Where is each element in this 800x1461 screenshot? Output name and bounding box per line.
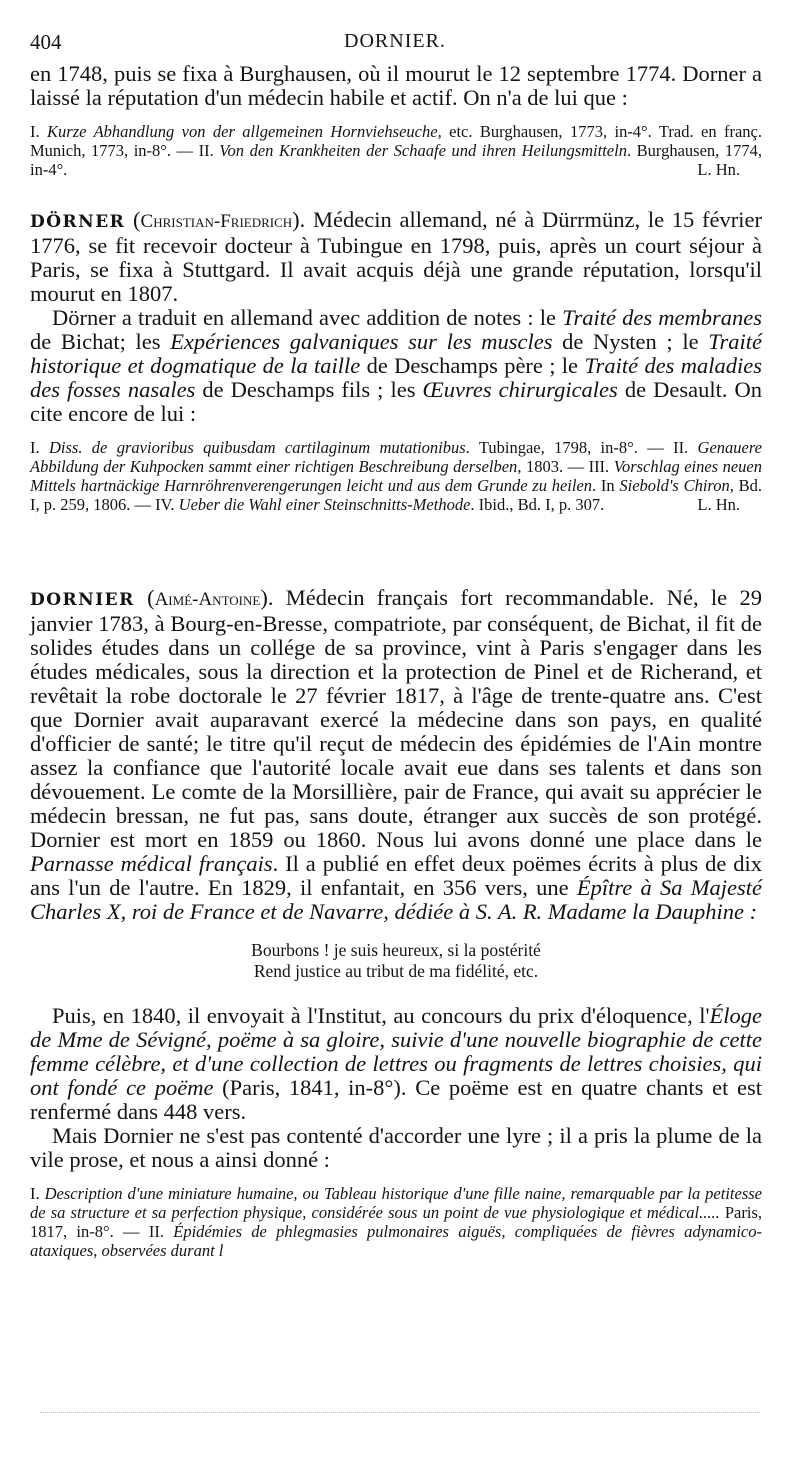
biblio-text: . Burghausen, 1774, in-4°. xyxy=(30,141,762,179)
entry-bio-text: Médecin français fort recommandable. Né, le 29 janvier 1783, à Bourg-en-Bresse, compatriote, par conséquent, de Bichat, il fit de solides études dans un collége de sa province, vint à Paris s'engager dans les études médicales, sous la direction et la protection de Pinel et de Richerand, et revêtait la robe doctorale le 27 février 1817, à l'âge de trente-quatre ans. C'est que Dornier avait auparavant exercé la médecine dans son pays, en qualité d'officier de santé; le titre qu'il reçut de médecin des épidémies de l'Ain montre assez la confiance que l'autorité locale avait eue dans ses talents et dans son dévouement. Le comte de la Morsillière, pair de France, qui avait su apprécier le médecin bressan, ne fut pas, sans doute, étranger aux succès de son protégé. Dornier est mort en 1859 ou 1860. Nous lui avons donné une place dans le xyxy=(30,585,762,852)
intro-bibliography xyxy=(30,122,762,179)
dorner-bio xyxy=(30,208,762,306)
page-number: 404 xyxy=(30,30,62,54)
title: Parnasse médical français xyxy=(30,851,273,876)
text: de Deschamps père ; le xyxy=(360,353,585,378)
text: . Il a publié en effet deux poëmes écrits à plus de dix ans l'un de l'autre. En 1829, il enfantait, en 356 vers, une xyxy=(30,851,762,900)
intro-entry xyxy=(30,62,762,179)
biblio-text: . Tubingae, 1798, in-8°. — II. xyxy=(465,438,698,457)
dornier-eloge-paragraph xyxy=(30,1004,762,1124)
biblio-title: Épidémies de phlegmasies pulmonaires aiguës, compliquées de fièvres adynamico-ataxiques, observées durant l xyxy=(30,1222,762,1260)
paren: ( xyxy=(125,207,141,232)
text: (Paris, 1841, in-8°). Ce poëme est en quatre chants et est renfermé dans 448 vers. xyxy=(30,1075,762,1124)
text: Dörner a traduit en allemand avec addition de notes : le xyxy=(52,305,563,330)
footer-rule xyxy=(40,1412,760,1413)
text: Puis, en 1840, il envoyait à l'Institut, au concours du prix d'éloquence, l' xyxy=(52,1003,710,1028)
biblio-title: Description d'une miniature humaine, ou Tableau historique d'une fille naine, remarquable par la petitesse de sa structure et sa perfection physique, considérée sous un point de vue physiologique et médical..... xyxy=(30,1184,762,1222)
text: de Desault. On cite encore de lui : xyxy=(30,377,763,426)
title: Traité des membranes xyxy=(562,305,763,330)
title: Œuvres chirurgicales xyxy=(422,377,618,402)
biblio-text: I. xyxy=(30,1184,45,1203)
dorner-bibliography xyxy=(30,438,762,514)
title: Traité des maladies des fosses nasales xyxy=(30,353,762,402)
dornier-bio xyxy=(30,586,762,924)
paren: ). xyxy=(260,585,286,610)
dorner-translations xyxy=(30,306,762,426)
verse-quote xyxy=(30,940,762,982)
biblio-text: . In xyxy=(592,476,620,495)
text: de Nysten ; le xyxy=(552,329,709,354)
entry-heading-given-names: Christian-Friedrich xyxy=(140,211,293,232)
verse-line: Bourbons ! je suis heureux, si la postérité xyxy=(251,940,541,960)
biblio-text: I. xyxy=(30,438,49,457)
dornier-entry xyxy=(30,586,762,1260)
biblio-text: , etc. Burghausen, 1773, in-4°. Trad. en franç. Munich, 1773, in-8°. — II. xyxy=(30,122,763,160)
title: Expériences galvaniques sur les muscles xyxy=(170,329,553,354)
text: de Deschamps fils ; les xyxy=(195,377,423,402)
biblio-text: . Ibid., Bd. I, p. 307. xyxy=(470,495,605,514)
entry-heading-name: DÖRNER xyxy=(30,212,126,232)
biblio-title: Siebold's Chiron xyxy=(619,476,730,495)
biblio-text: I. xyxy=(30,122,48,141)
biblio-text: , Bd. I, p. 259, 1806. — IV. xyxy=(30,476,762,514)
biblio-title: Ueber die Wahl einer Steinschnitts-Methode xyxy=(178,495,471,514)
signature: L. Hn. xyxy=(697,495,740,514)
running-head xyxy=(30,30,760,54)
dornier-prose-paragraph: Mais Dornier ne s'est pas contenté d'accorder une lyre ; il a pris la plume de la vile prose, et nous a ainsi donné : xyxy=(30,1123,762,1172)
biblio-title: Von den Krankheiten der Schaafe und ihren Heilungsmitteln xyxy=(219,141,627,160)
paren: ( xyxy=(134,585,155,610)
paren: ). xyxy=(292,207,314,232)
title: Éloge de Mme de Sévigné, poëme à sa gloire, suivie d'une nouvelle biographie de cette femme célèbre, et d'une collection de lettres ou fragments de lettres choisies, qui ont fondé ce poëme xyxy=(30,1003,762,1100)
biblio-title: Diss. de gravioribus quibusdam cartilaginum mutationibus xyxy=(48,438,466,457)
title: Traité historique et dogmatique de la taille xyxy=(30,329,763,378)
dorner-entry xyxy=(30,208,762,514)
title: Épître à Sa Majesté Charles X, roi de France et de Navarre, dédiée à S. A. R. Madame la Dauphine : xyxy=(30,875,762,924)
biblio-title: Kurze Abhandlung von der allgemeinen Hornviehseuche xyxy=(47,122,438,141)
signature: L. Hn. xyxy=(697,160,740,179)
biblio-title: Vorschlag eines neuen Mittels hartnäckige Harnröhrenverengerungen leicht und aus dem Grunde zu heilen xyxy=(30,457,762,495)
page-header: DORNIER. xyxy=(344,30,446,52)
entry-bio-text: Médecin allemand, né à Dürrmünz, le 15 février 1776, se fit recevoir docteur à Tubingue en 1798, puis, après un court séjour à Paris, se fixa à Stuttgard. Il avait acquis déjà une grande réputation, lorsqu'il mourut en 1807. xyxy=(30,207,762,306)
biblio-text: , 1803. — III. xyxy=(517,457,614,476)
biblio-title: Genauere Abbildung der Kuhpocken sammt einer richtigen Beschreibung derselben xyxy=(30,438,762,476)
biblio-text: Paris, 1817, in-8°. — II. xyxy=(30,1203,763,1241)
dornier-bibliography xyxy=(30,1184,762,1260)
text: de Bichat; les xyxy=(30,329,171,354)
verse-line: Rend justice au tribut de ma fidélité, etc. xyxy=(253,961,539,981)
entry-heading-given-names: Aimé-Antoine xyxy=(154,589,261,610)
entry-heading-name: DORNIER xyxy=(30,590,135,610)
intro-paragraph: en 1748, puis se fixa à Burghausen, où il mourut le 12 septembre 1774. Dorner a laissé la réputation d'un médecin habile et actif. On n'a de lui que : xyxy=(30,61,762,110)
